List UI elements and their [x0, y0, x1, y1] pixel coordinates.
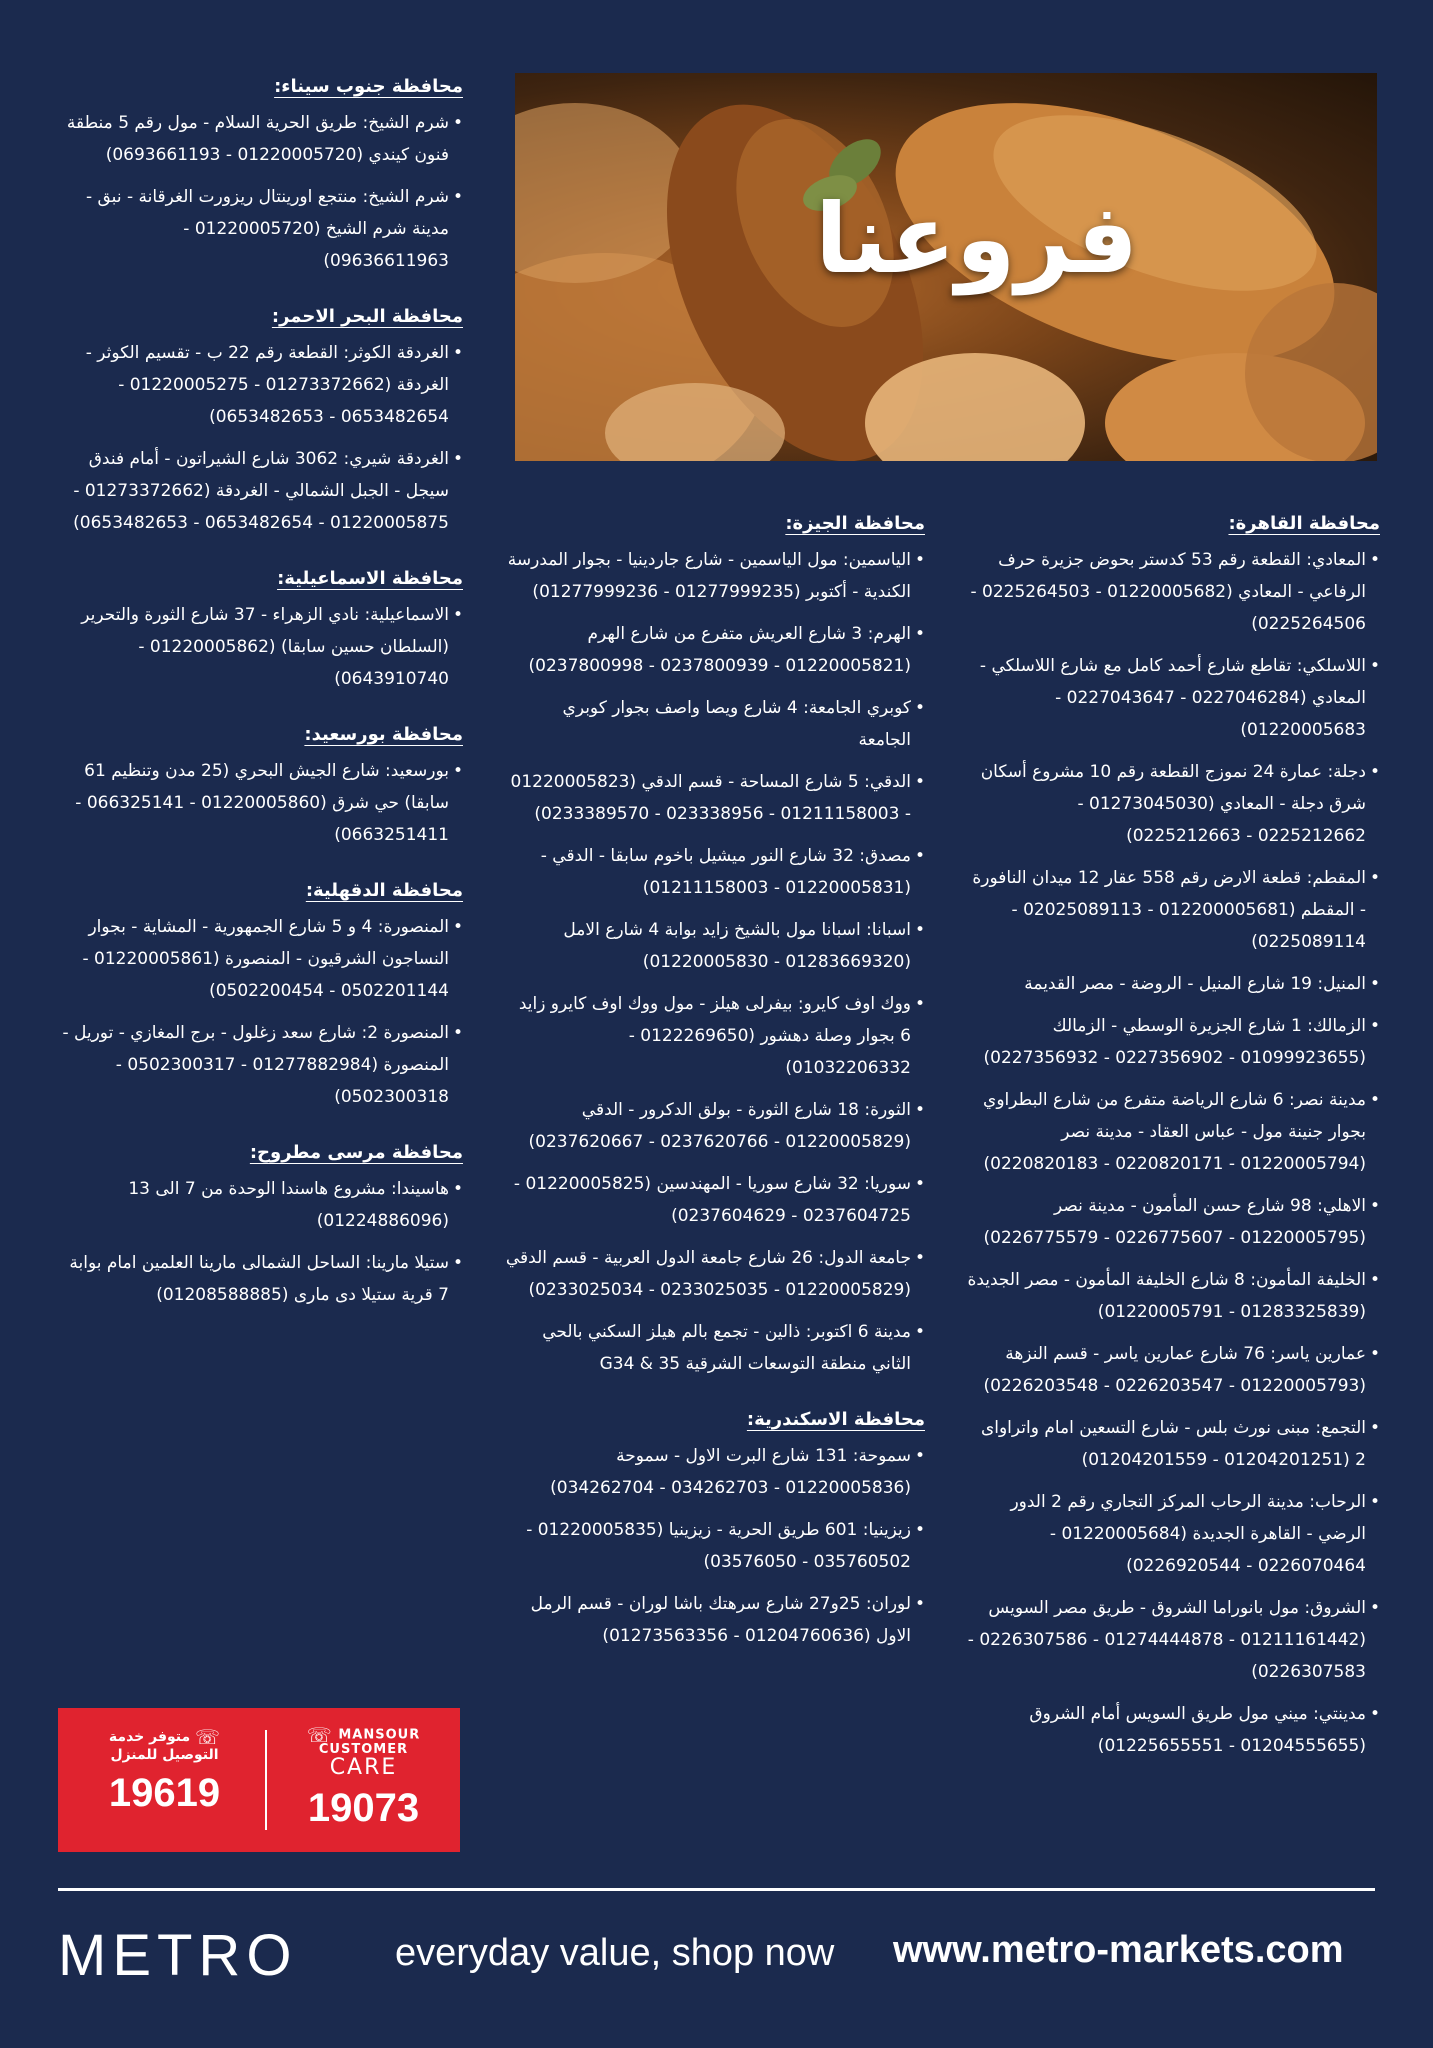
section-alexandria — [505, 1408, 925, 1652]
branch-entry: • الغردقة الكوثر: القطعة رقم 22 ب - تقسيم الكوثر - الغردقة (01273372662 - 01220005275 - 0653482654 - 0653482653) — [58, 337, 463, 433]
section-cairo — [965, 512, 1380, 1762]
branch-entry: • المقطم: قطعة الارض رقم 558 عقار 12 ميدان النافورة - المقطم (012200005681 - 02025089113 - 0225089114) — [965, 862, 1380, 958]
section-matrouh — [58, 1141, 463, 1311]
branch-entry: • المنيل: 19 شارع المنيل - الروضة - مصر القديمة — [965, 968, 1380, 1000]
branch-entry: • الاهلي: 98 شارع حسن المأمون - مدينة نصر (01220005795 - 0226775607 - 0226775579) — [965, 1190, 1380, 1254]
footer-tagline: everyday value, shop now — [395, 1932, 835, 1974]
section-title: محافظة البحر الاحمر: — [271, 306, 463, 327]
phone-ring-icon: ☏ — [306, 1723, 333, 1747]
branch-entry: • المنصورة 2: شارع سعد زغلول - برج المغازي - توريل - المنصورة (01277882984 - 0502300317 - 0502300318) — [58, 1017, 463, 1113]
branch-entry: • المعادي: القطعة رقم 53 كدستر بحوض جزيرة حرف الرفاعي - المعادي (01220005682 - 0225264503 - 0225264506) — [965, 544, 1380, 640]
branch-entry: • الهرم: 3 شارع العريش متفرع من شارع الهرم (01220005821 - 0237800939 - 0237800998) — [505, 618, 925, 682]
branch-entry: • اللاسلكي: تقاطع شارع أحمد كامل مع شارع اللاسلكي - المعادي (0227046284 - 0227043647 - 01220005683) — [965, 650, 1380, 746]
branch-entry: • عمارين ياسر: 76 شارع عمارين ياسر - قسم النزهة (01220005793 - 0226203547 - 0226203548) — [965, 1338, 1380, 1402]
branch-entry: • دجلة: عمارة 24 نموزج القطعة رقم 10 مشروع أسكان شرق دجلة - المعادي (01273045030 - 0225212662 - 0225212663) — [965, 756, 1380, 852]
branch-entry: • كوبري الجامعة: 4 شارع ويصا واصف بجوار كوبري الجامعة — [505, 692, 925, 756]
branch-entry: • المنصورة: 4 و 5 شارع الجمهورية - المشاية - بجوار النساجون الشرقيون - المنصورة (01220005861 - 0502201144 - 0502200454) — [58, 911, 463, 1007]
hero-bread-image — [515, 73, 1377, 461]
branch-entry: • هاسيندا: مشروع هاسندا الوحدة من 7 الى 13 (01224886096) — [58, 1173, 463, 1237]
branch-entry: • الدقي: 5 شارع المساحة - قسم الدقي (01220005823 - 01211158003 - 023338956 - 0233389570) — [505, 766, 925, 830]
section-south-sinai — [58, 75, 463, 277]
section-title: محافظة مرسى مطروح: — [249, 1142, 463, 1163]
section-ismailia — [58, 567, 463, 695]
phone-ring-icon: ☏ — [195, 1725, 221, 1749]
branch-entry: • الياسمين: مول الياسمين - شارع جاردينيا - بجوار المدرسة الكندية - أكتوبر (01277999235 - 01277999236) — [505, 544, 925, 608]
branch-entry: • مدينة نصر: 6 شارع الرياضة متفرع من شارع البطراوي بجوار جنينة مول - عباس العقاد - مدينة نصر (01220005794 - 0220820171 - 0220820183) — [965, 1084, 1380, 1180]
footer-divider — [58, 1888, 1375, 1891]
section-title: محافظة الاسماعيلية: — [277, 568, 463, 589]
section-red-sea — [58, 305, 463, 539]
section-title: محافظة بورسعيد: — [304, 724, 463, 745]
branch-entry: • الخليفة المأمون: 8 شارع الخليفة المأمون - مصر الجديدة (01283325839 - 01220005791) — [965, 1264, 1380, 1328]
hero-title: فروعنا — [815, 183, 1139, 295]
branch-entry: • مدينة 6 اكتوبر: ذالين - تجمع بالم هيلز السكني بالحي الثاني منطقة التوسعات الشرقية G34 & 35 — [505, 1316, 925, 1380]
branch-entry: • اسبانا: اسبانا مول بالشيخ زايد بوابة 4 شارع الامل (01283669320 - 01220005830) — [505, 914, 925, 978]
branch-entry: • سوريا: 32 شارع سوريا - المهندسين (01220005825 - 0237604725 - 0237604629) — [505, 1168, 925, 1232]
section-title: محافظة القاهرة: — [1228, 513, 1380, 534]
branch-entry: • شرم الشيخ: منتجع اورينتال ريزورت الغرقانة - نبق - مدينة شرم الشيخ (01220005720 - 09636611963) — [58, 181, 463, 277]
brand-line2: CUSTOMER — [318, 1741, 409, 1757]
branches-column-left — [58, 75, 463, 1339]
customer-care-banner — [58, 1708, 460, 1852]
branch-entry: • الغردقة شيري: 3062 شارع الشيراتون - أمام فندق سيجل - الجبل الشمالي - الغردقة (01273372662 - 01220005875 - 0653482654 - 0653482653) — [58, 443, 463, 539]
brand-line1: MANSOUR — [338, 1727, 421, 1743]
branch-entry: • ووك اوف كايرو: بيفرلى هيلز - مول ووك اوف كايرو زايد 6 بجوار وصلة دهشور (0122269650 - 01032206332) — [505, 988, 925, 1084]
branch-entry: • الزمالك: 1 شارع الجزيرة الوسطي - الزمالك (01099923655 - 0227356902 - 0227356932) — [965, 1010, 1380, 1074]
delivery-text-line1: متوفر خدمة — [108, 1729, 191, 1745]
branch-entry: • مصدق: 32 شارع النور ميشيل باخوم سابقا - الدقي - (01220005831 - 01211158003) — [505, 840, 925, 904]
branch-entry: • ستيلا مارينا: الساحل الشمالى مارينا العلمين امام بوابة 7 قرية ستيلا دى مارى (01208588885) — [58, 1247, 463, 1311]
divider — [265, 1730, 267, 1830]
branch-entry: • مدينتي: ميني مول طريق السويس أمام الشروق (01204555655 - 01225655551) — [965, 1698, 1380, 1762]
section-title: محافظة الدقهلية: — [305, 880, 463, 901]
branch-entry: • الثورة: 18 شارع الثورة - بولق الدكرور - الدقي (01220005829 - 0237620766 - 0237620667) — [505, 1094, 925, 1158]
branch-entry: • الشروق: مول بانوراما الشروق - طريق مصر السويس (01211161442 - 01274444878 - 0226307586 - 0226307583) — [965, 1592, 1380, 1688]
brand-line3: CARE — [329, 1754, 398, 1780]
metro-logo: METRO — [58, 1923, 298, 1988]
branch-entry: • سموحة: 131 شارع البرت الاول - سموحة (01220005836 - 034262703 - 034262704) — [505, 1440, 925, 1504]
section-dakahlia — [58, 879, 463, 1113]
section-title: محافظة الجيزة: — [785, 513, 925, 534]
customer-care-number: 19073 — [307, 1785, 420, 1830]
section-port-said — [58, 723, 463, 851]
section-title: محافظة الاسكندرية: — [746, 1409, 925, 1430]
customer-care-block — [276, 1723, 451, 1831]
branch-entry: • التجمع: مبنى نورث بلس - شارع التسعين امام واتراواى 2 (01204201251 - 01204201559) — [965, 1412, 1380, 1476]
branch-entry: • زيزينيا: 601 طريق الحرية - زيزينيا (01220005835 - 035760502 - 03576050) — [505, 1514, 925, 1578]
delivery-hotline-number: 19619 — [108, 1771, 221, 1815]
branches-column-middle — [505, 512, 925, 1680]
branch-entry: • الاسماعيلية: نادي الزهراء - 37 شارع الثورة والتحرير (السلطان حسين سابقا) (01220005862 - 0643910740) — [58, 599, 463, 695]
branch-entry: • جامعة الدول: 26 شارع جامعة الدول العربية - قسم الدقي (01220005829 - 0233025035 - 0233025034) — [505, 1242, 925, 1306]
section-giza — [505, 512, 925, 1380]
branch-entry: • بورسعيد: شارع الجيش البحري (25 مدن وتنظيم 61 سابقا) حي شرق (01220005860 - 066325141 - 0663251411) — [58, 755, 463, 851]
branch-entry: • الرحاب: مدينة الرحاب المركز التجاري رقم 2 الدور الرضي - القاهرة الجديدة (01220005684 - 0226070464 - 0226920544) — [965, 1486, 1380, 1582]
section-title: محافظة جنوب سيناء: — [274, 76, 463, 97]
branch-entry: • شرم الشيخ: طريق الحرية السلام - مول رقم 5 منطقة فنون كيندي (01220005720 - 0693661193) — [58, 107, 463, 171]
delivery-text-line2: التوصيل للمنزل — [110, 1747, 219, 1763]
footer-website-link[interactable]: www.metro-markets.com — [893, 1929, 1344, 1971]
home-delivery-block — [72, 1725, 257, 1816]
branches-column-right — [965, 512, 1380, 1790]
branch-entry: • لوران: 25و27 شارع سرهتك باشا لوران - قسم الرمل الاول (01204760636 - 01273563356) — [505, 1588, 925, 1652]
